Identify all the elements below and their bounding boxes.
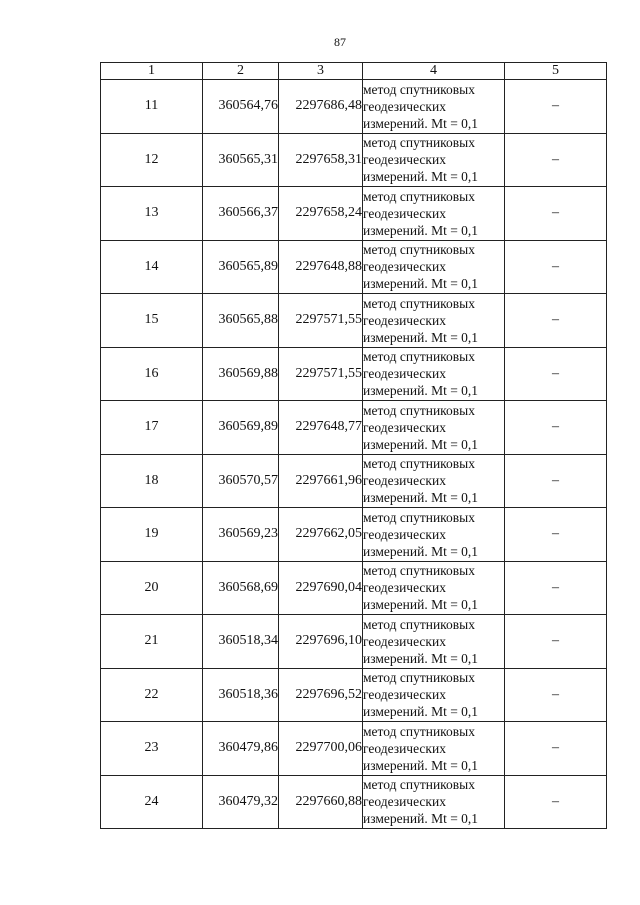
note-cell: – [505,508,607,562]
note-cell: – [505,561,607,615]
table-row [101,133,607,187]
coordinate-x-cell: 360569,88 [203,347,279,401]
coordinate-y-cell: 2297661,96 [279,454,363,508]
note-cell: – [505,347,607,401]
note-cell: – [505,240,607,294]
header-col-1: 1 [101,63,203,80]
coordinate-x-cell: 360569,89 [203,401,279,455]
table-row [101,775,607,829]
coordinate-x-cell: 360568,69 [203,561,279,615]
coordinate-y-cell: 2297571,55 [279,294,363,348]
table-row [101,615,607,669]
coordinate-y-cell: 2297571,55 [279,347,363,401]
point-number-cell: 16 [101,347,203,401]
coordinate-x-cell: 360479,32 [203,775,279,829]
note-cell: – [505,668,607,722]
method-cell: метод спутниковых геодезических измерений. Mt = 0,1 [363,401,505,455]
point-number-cell: 12 [101,133,203,187]
table-row [101,294,607,348]
header-col-3: 3 [279,63,363,80]
coordinate-y-cell: 2297660,88 [279,775,363,829]
header-col-4: 4 [363,63,505,80]
point-number-cell: 20 [101,561,203,615]
coordinate-y-cell: 2297648,77 [279,401,363,455]
coordinate-x-cell: 360570,57 [203,454,279,508]
table-row [101,454,607,508]
point-number-cell: 13 [101,187,203,241]
point-number-cell: 17 [101,401,203,455]
method-cell: метод спутниковых геодезических измерений. Mt = 0,1 [363,775,505,829]
note-cell: – [505,454,607,508]
method-cell: метод спутниковых геодезических измерений. Mt = 0,1 [363,668,505,722]
coordinate-y-cell: 2297658,24 [279,187,363,241]
point-number-cell: 11 [101,80,203,134]
coordinate-x-cell: 360569,23 [203,508,279,562]
coordinates-table [100,62,607,829]
point-number-cell: 18 [101,454,203,508]
coordinate-y-cell: 2297648,88 [279,240,363,294]
method-cell: метод спутниковых геодезических измерений. Mt = 0,1 [363,615,505,669]
point-number-cell: 15 [101,294,203,348]
method-cell: метод спутниковых геодезических измерений. Mt = 0,1 [363,561,505,615]
table-row [101,240,607,294]
coordinate-x-cell: 360566,37 [203,187,279,241]
method-cell: метод спутниковых геодезических измерений. Mt = 0,1 [363,347,505,401]
table-row [101,401,607,455]
method-cell: метод спутниковых геодезических измерений. Mt = 0,1 [363,187,505,241]
note-cell: – [505,775,607,829]
method-cell: метод спутниковых геодезических измерений. Mt = 0,1 [363,722,505,776]
note-cell: – [505,80,607,134]
note-cell: – [505,722,607,776]
method-cell: метод спутниковых геодезических измерений. Mt = 0,1 [363,240,505,294]
table-body [101,80,607,829]
page-number: 87 [334,35,346,49]
coordinate-x-cell: 360564,76 [203,80,279,134]
coordinate-y-cell: 2297696,52 [279,668,363,722]
table-row [101,668,607,722]
table-row [101,722,607,776]
header-col-2: 2 [203,63,279,80]
note-cell: – [505,133,607,187]
method-cell: метод спутниковых геодезических измерений. Mt = 0,1 [363,80,505,134]
coordinate-x-cell: 360479,86 [203,722,279,776]
note-cell: – [505,615,607,669]
coordinate-y-cell: 2297700,06 [279,722,363,776]
point-number-cell: 19 [101,508,203,562]
coordinate-x-cell: 360565,88 [203,294,279,348]
table-row [101,347,607,401]
table-row [101,187,607,241]
coordinate-y-cell: 2297658,31 [279,133,363,187]
table-row [101,561,607,615]
coordinate-x-cell: 360518,36 [203,668,279,722]
method-cell: метод спутниковых геодезических измерений. Mt = 0,1 [363,294,505,348]
point-number-cell: 14 [101,240,203,294]
coordinate-x-cell: 360518,34 [203,615,279,669]
coordinate-y-cell: 2297696,10 [279,615,363,669]
point-number-cell: 23 [101,722,203,776]
method-cell: метод спутниковых геодезических измерений. Mt = 0,1 [363,454,505,508]
coordinate-x-cell: 360565,89 [203,240,279,294]
coordinate-y-cell: 2297662,05 [279,508,363,562]
note-cell: – [505,401,607,455]
method-cell: метод спутниковых геодезических измерений. Mt = 0,1 [363,133,505,187]
point-number-cell: 24 [101,775,203,829]
table-header-row [101,63,607,80]
coordinate-y-cell: 2297686,48 [279,80,363,134]
note-cell: – [505,294,607,348]
coordinate-x-cell: 360565,31 [203,133,279,187]
note-cell: – [505,187,607,241]
header-col-5: 5 [505,63,607,80]
point-number-cell: 22 [101,668,203,722]
method-cell: метод спутниковых геодезических измерений. Mt = 0,1 [363,508,505,562]
table-row [101,508,607,562]
coordinate-y-cell: 2297690,04 [279,561,363,615]
point-number-cell: 21 [101,615,203,669]
table-row [101,80,607,134]
